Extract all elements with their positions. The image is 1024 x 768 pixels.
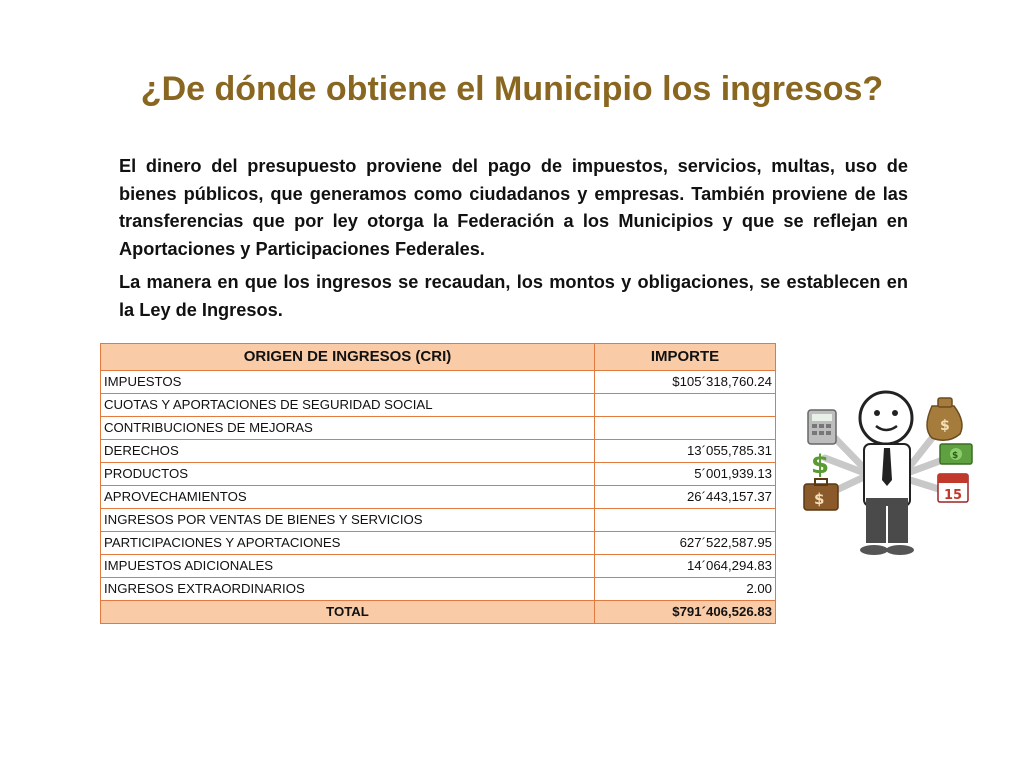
header-amount: IMPORTE: [595, 344, 776, 371]
left-shoe: [860, 545, 888, 555]
table-row: [101, 417, 776, 440]
row-amount: 627´522,587.95: [595, 532, 776, 555]
body-text: [119, 153, 908, 330]
table-row: [101, 509, 776, 532]
row-label: IMPUESTOS ADICIONALES: [101, 555, 595, 578]
table-row: [101, 486, 776, 509]
row-amount: 2.00: [595, 578, 776, 601]
svg-text:$: $: [940, 418, 950, 434]
right-shoe: [886, 545, 914, 555]
row-label: DERECHOS: [101, 440, 595, 463]
row-label: INGRESOS EXTRAORDINARIOS: [101, 578, 595, 601]
calculator-icon: [808, 410, 836, 444]
row-amount: $105´318,760.24: [595, 371, 776, 394]
svg-text:15: 15: [944, 488, 963, 503]
table-row: [101, 578, 776, 601]
table-header-row: [101, 344, 776, 371]
row-amount: [595, 417, 776, 440]
table-row: [101, 440, 776, 463]
row-amount: 26´443,157.37: [595, 486, 776, 509]
briefcase-icon: [804, 479, 838, 510]
row-amount: 14´064,294.83: [595, 555, 776, 578]
right-eye: [892, 410, 898, 416]
page-title: ¿De dónde obtiene el Municipio los ingresos?: [140, 70, 884, 108]
left-eye: [874, 410, 880, 416]
row-label: INGRESOS POR VENTAS DE BIENES Y SERVICIOS: [101, 509, 595, 532]
table-row: [101, 532, 776, 555]
row-amount: [595, 394, 776, 417]
calendar-icon: [938, 474, 968, 503]
money-bag-icon: [927, 398, 962, 440]
header-origin: ORIGEN DE INGRESOS (CRI): [101, 344, 595, 371]
income-table: [100, 343, 776, 624]
total-row: [101, 601, 776, 624]
paragraph-2: La manera en que los ingresos se recaudan, los montos y obligaciones, se establecen en la Ley de Ingresos.: [119, 272, 908, 320]
row-label: IMPUESTOS: [101, 371, 595, 394]
table-row: [101, 555, 776, 578]
row-label: PARTICIPACIONES Y APORTACIONES: [101, 532, 595, 555]
total-label: TOTAL: [101, 601, 595, 624]
paragraph-1: El dinero del presupuesto proviene del pago de impuestos, servicios, multas, uso de bienes públicos, que generamos como ciudadanos y empresas. También proviene de las transferencias que por ley otorga la Federación a los Municipios y que se reflejan en Aportaciones y Participaciones Federales.: [119, 156, 908, 259]
row-amount: [595, 509, 776, 532]
head: [860, 392, 912, 444]
svg-text:$: $: [952, 451, 959, 461]
row-amount: 13´055,785.31: [595, 440, 776, 463]
total-amount: $791´406,526.83: [595, 601, 776, 624]
row-label: PRODUCTOS: [101, 463, 595, 486]
row-label: CUOTAS Y APORTACIONES DE SEGURIDAD SOCIAL: [101, 394, 595, 417]
svg-text:$: $: [814, 490, 825, 508]
row-label: CONTRIBUCIONES DE MEJORAS: [101, 417, 595, 440]
row-amount: 5´001,939.13: [595, 463, 776, 486]
table-row: [101, 394, 776, 417]
table-row: [101, 463, 776, 486]
banknote-icon: [940, 444, 972, 464]
money-juggler-illustration: [800, 378, 980, 563]
dollar-sign-icon: $: [811, 450, 830, 480]
table-row: [101, 371, 776, 394]
income-table-container: [100, 343, 776, 624]
row-label: APROVECHAMIENTOS: [101, 486, 595, 509]
